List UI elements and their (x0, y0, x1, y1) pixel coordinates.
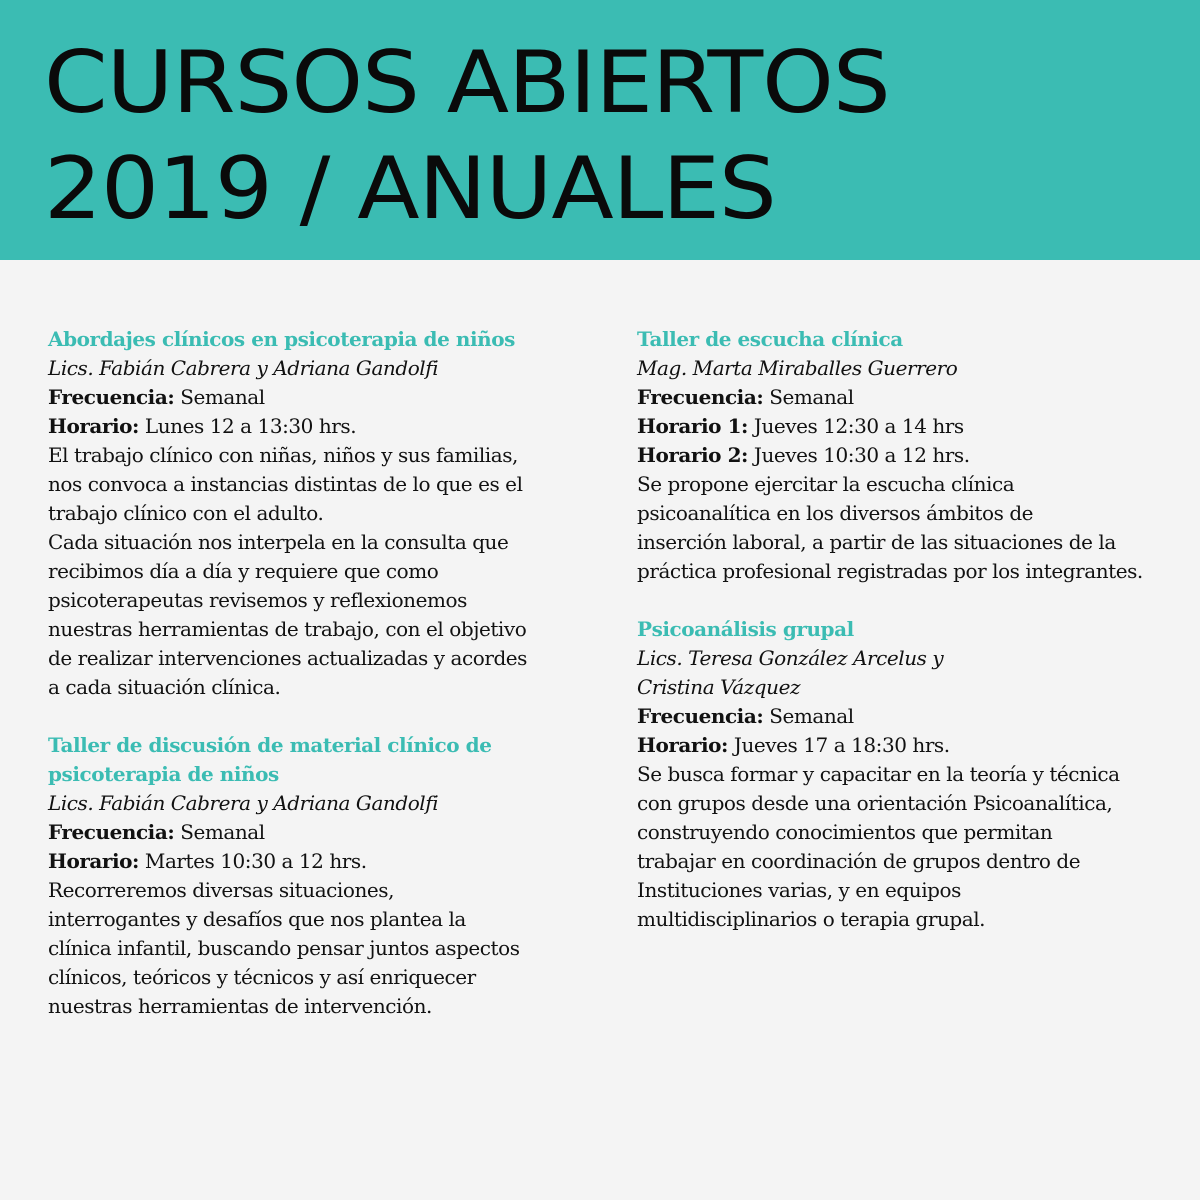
frequency-value: Semanal (180, 385, 265, 409)
schedule-row (48, 412, 608, 441)
frequency-row (48, 818, 608, 847)
course-title: Abordajes clínicos en psicoterapia de niños (48, 327, 515, 351)
course-description-line: construyendo conocimientos que permitan (637, 820, 1053, 844)
course-description-line: con grupos desde una orientación Psicoanalítica, (637, 791, 1113, 815)
course-block (637, 325, 1197, 586)
schedule-value: Lunes 12 a 13:30 hrs. (144, 414, 357, 438)
course-description-line: trabajo clínico con el adulto. (48, 501, 324, 525)
course-description-line: nuestras herramientas de intervención. (48, 994, 432, 1018)
course-instructor: Cristina Vázquez (637, 675, 801, 699)
course-block (637, 615, 1197, 934)
schedule-value: Martes 10:30 a 12 hrs. (144, 849, 367, 873)
course-description-line: Cada situación nos interpela en la consulta que (48, 530, 509, 554)
course-block (48, 325, 608, 702)
course-title: psicoterapia de niños (48, 762, 279, 786)
schedule-row (48, 847, 608, 876)
course-description-line: recibimos día a día y requiere que como (48, 559, 439, 583)
course-block (48, 731, 608, 1021)
course-description-line: a cada situación clínica. (48, 675, 281, 699)
frequency-row (637, 702, 1197, 731)
course-description-line: interrogantes y desafíos que nos plantea la (48, 907, 466, 931)
schedule-value: Jueves 12:30 a 14 hrs (753, 414, 964, 438)
course-description-line: Recorreremos diversas situaciones, (48, 878, 394, 902)
schedule-value: Jueves 17 a 18:30 hrs. (733, 733, 950, 757)
course-description-line: El trabajo clínico con niñas, niños y sus familias, (48, 443, 518, 467)
frequency-label: Frecuencia: (637, 385, 764, 409)
course-instructor: Lics. Teresa González Arcelus y (637, 646, 944, 670)
course-description-line: práctica profesional registradas por los integrantes. (637, 559, 1143, 583)
right-column (637, 325, 1197, 963)
frequency-row (48, 383, 608, 412)
frequency-value: Semanal (769, 385, 854, 409)
schedule-row (637, 441, 1197, 470)
schedule-label: Horario: (48, 414, 139, 438)
schedule-row (637, 412, 1197, 441)
schedule-label: Horario 1: (637, 414, 748, 438)
course-instructor: Lics. Fabián Cabrera y Adriana Gandolfi (48, 356, 439, 380)
course-instructor: Lics. Fabián Cabrera y Adriana Gandolfi (48, 791, 439, 815)
course-description-line: Se busca formar y capacitar en la teoría y técnica (637, 762, 1120, 786)
course-title: Psicoanálisis grupal (637, 617, 854, 641)
schedule-label: Horario 2: (637, 443, 748, 467)
frequency-value: Semanal (769, 704, 854, 728)
course-description-line: psicoanalítica en los diversos ámbitos de (637, 501, 1034, 525)
course-title: Taller de escucha clínica (637, 327, 903, 351)
frequency-label: Frecuencia: (48, 385, 175, 409)
schedule-label: Horario: (48, 849, 139, 873)
course-instructor: Mag. Marta Miraballes Guerrero (637, 356, 958, 380)
course-description-line: psicoterapeutas revisemos y reflexionemos (48, 588, 467, 612)
course-description-line: Instituciones varias, y en equipos (637, 878, 961, 902)
course-description-line: nos convoca a instancias distintas de lo que es el (48, 472, 523, 496)
left-column (48, 325, 608, 1050)
schedule-label: Horario: (637, 733, 728, 757)
frequency-row (637, 383, 1197, 412)
page-title-line-2: 2019 / ANUALES (44, 139, 776, 239)
course-description-line: trabajar en coordinación de grupos dentro de (637, 849, 1081, 873)
course-description-line: nuestras herramientas de trabajo, con el objetivo (48, 617, 527, 641)
course-description-line: Se propone ejercitar la escucha clínica (637, 472, 1015, 496)
schedule-value: Jueves 10:30 a 12 hrs. (753, 443, 970, 467)
course-description-line: inserción laboral, a partir de las situaciones de la (637, 530, 1116, 554)
schedule-row (637, 731, 1197, 760)
page-title-line-1: CURSOS ABIERTOS (44, 33, 890, 133)
frequency-value: Semanal (180, 820, 265, 844)
course-description-line: clínica infantil, buscando pensar juntos aspectos (48, 936, 520, 960)
course-description-line: clínicos, teóricos y técnicos y así enriquecer (48, 965, 476, 989)
course-description-line: multidisciplinarios o terapia grupal. (637, 907, 986, 931)
header-banner (0, 0, 1200, 260)
frequency-label: Frecuencia: (637, 704, 764, 728)
course-title: Taller de discusión de material clínico de (48, 733, 492, 757)
frequency-label: Frecuencia: (48, 820, 175, 844)
course-description-line: de realizar intervenciones actualizadas y acordes (48, 646, 527, 670)
